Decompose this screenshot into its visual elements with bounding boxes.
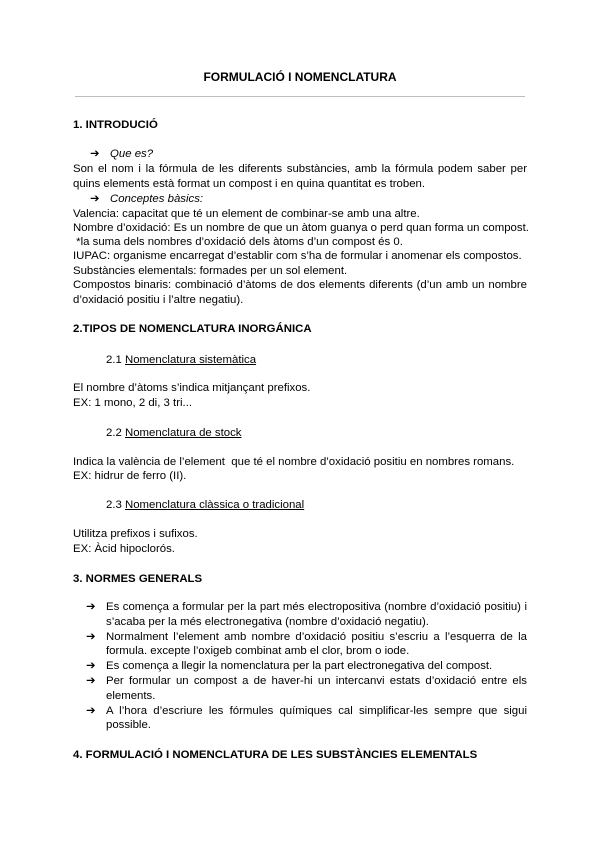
concept-iupac: IUPAC: organisme encarregat d’establir com s’ha de formular i anomenar els compostos. [73,250,522,262]
rule-text: Es comença a llegir la nomenclatura per la part electronegativa del compost. [106,660,493,673]
arrow-icon: ➔ [86,630,96,643]
list-item [86,674,527,704]
arrow-icon: ➔ [90,193,100,205]
arrow-icon: ➔ [86,660,96,673]
sub3-line-1: Utilitza prefixos i sufixos. [73,528,198,540]
concept-oxidation-sum: *la suma dels nombres d’oxidació dels àtoms d’un compost és 0. [73,236,403,248]
subsection-2-1-number: 2.1 [106,354,125,366]
subsection-2-2 [106,426,242,441]
arrow-icon: ➔ [86,674,96,687]
section-3-heading: 3. NORMES GENERALS [73,573,203,585]
rule-text: Per formular un compost a de haver-hi un intercanvi estats d’oxidació entre els elements. [106,674,527,702]
sub3-line-2: EX: Àcid hipoclorós. [73,543,175,555]
subsection-2-2-title: Nomenclatura de stock [125,427,242,439]
list-item [86,630,527,660]
subsection-2-1-title: Nomenclatura sistemàtica [125,354,257,366]
arrow-icon: ➔ [90,148,100,160]
subsection-2-1 [106,353,256,368]
rule-text: Normalment l’element amb nombre d’oxidació positiu s’escriu a l’esquerra de la formula. excepte l’oxigeb combinat amb el clor, brom o iode. [106,630,527,658]
list-item [86,704,527,734]
sub2-line-2: EX: hidrur de ferro (II). [73,470,187,482]
subsection-2-2-number: 2.2 [106,427,125,439]
concept-binary: Compostos binaris: combinació d’àtoms de dos elements diferents (d’un amb un nombre d’oxidació positiu i l’altre negatiu). [73,279,527,306]
question-label: Que es? [110,148,154,160]
question-text: Son el nom i la fórmula de les diferents substàncies, amb la fórmula podem saber per quins elements està format un compost i en quina quantitat es troben. [73,163,527,190]
section-1-heading: 1. INTRODUCIÓ [73,119,158,131]
concept-elemental: Substàncies elementals: formades per un sol element. [73,265,348,277]
page-title: FORMULACIÓ I NOMENCLATURA [203,70,397,84]
rule-text: A l’hora d’escriure les fórmules químiques cal simplificar-les sempre que sigui possible. [106,704,527,732]
concept-oxidation-number: Nombre d’oxidació: Es un nombre de que un àtom guanya o perd quan forma un compost. [73,222,529,234]
concepts-item [90,192,203,207]
sub1-line-1: El nombre d’àtoms s’indica mitjançant prefixos. [73,382,311,394]
subsection-2-3-title: Nomenclatura clàssica o tradicional [125,499,305,511]
concepts-label: Conceptes bàsics: [110,193,204,205]
subsection-2-3-number: 2.3 [106,499,125,511]
section-4-heading: 4. FORMULACIÓ I NOMENCLATURA DE LES SUBSTÀNCIES ELEMENTALS [73,749,478,761]
arrow-icon: ➔ [86,601,96,613]
arrow-icon: ➔ [86,704,96,717]
list-item [86,600,527,630]
section-2-heading: 2.TIPOS DE NOMENCLATURA INORGÁNICA [73,323,312,335]
sub1-line-2: EX: 1 mono, 2 di, 3 tri... [73,397,193,409]
sub2-line-1: Indica la valència de l’element que té el nombre d’oxidació positiu en nombres romans. [73,456,515,468]
list-item [86,659,527,674]
title-divider [75,96,525,97]
rules-list [86,600,527,733]
concept-valencia: Valencia: capacitat que té un element de combinar-se amb una altre. [73,208,420,220]
subsection-2-3 [106,498,304,513]
question-item [90,147,153,162]
rule-text: Es comença a formular per la part més electropositiva (nombre d’oxidació positiu) i s’acaba per la més electronegativa (nombre d’oxidació negatiu). [106,601,527,628]
